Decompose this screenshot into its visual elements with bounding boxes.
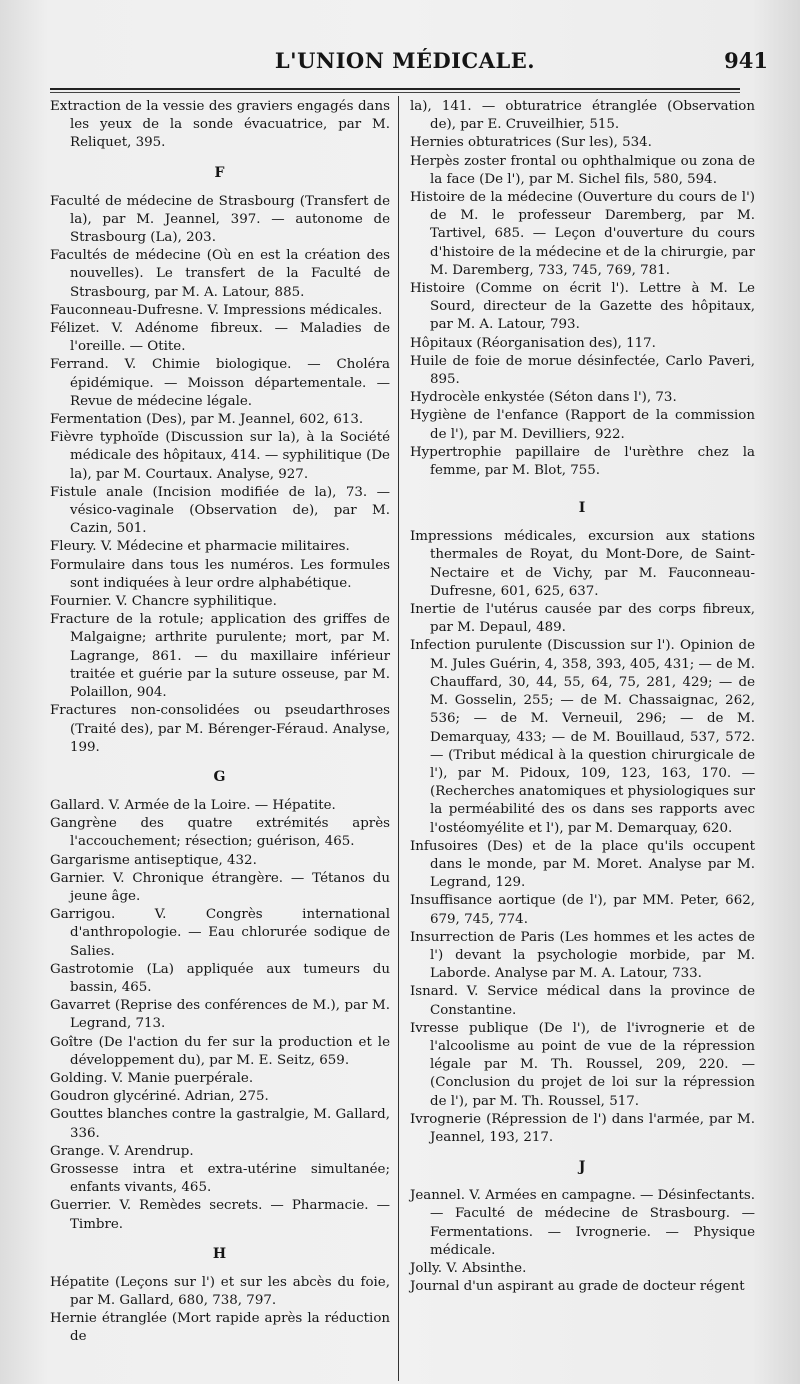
index-entry: Gouttes blanches contre la gastralgie, M. Gallard, 336. bbox=[50, 1107, 390, 1141]
index-entry: Facultés de médecine (Où en est la création des nouvelles). Le transfert de la Faculté de Strasbourg, par M. A. Latour, 885. bbox=[50, 248, 390, 300]
index-entry: Infusoires (Des) et de la place qu'ils occupent dans le monde, par M. Moret. Analyse par M. Legrand, 129. bbox=[410, 838, 755, 891]
index-entry: Goudron glycériné. Adrian, 275. bbox=[50, 1089, 269, 1105]
index-entry: Gavarret (Reprise des conférences de M.), par M. Legrand, 713. bbox=[50, 998, 390, 1032]
index-entry: Garnier. V. Chronique étrangère. — Tétanos du jeune âge. bbox=[50, 870, 390, 904]
header-rule bbox=[50, 88, 740, 90]
index-entry: Jolly. V. Absinthe. bbox=[410, 1260, 527, 1276]
index-entry: Hygiène de l'enfance (Rapport de la commission de l'), par M. Devilliers, 922. bbox=[410, 408, 755, 442]
section-letter: F bbox=[214, 164, 226, 181]
index-entry: Impressions médicales, excursion aux stations thermales de Royat, du Mont-Dore, de Saint-Nectaire et de Vichy, par M. Fauconneau-Dufresne, 601, 625, 637. bbox=[410, 529, 755, 599]
index-entry: Ferrand. V. Chimie biologique. — Choléra épidémique. — Moisson départementale. — Revue de médecine légale. bbox=[50, 357, 390, 409]
index-entry: Fleury. V. Médecine et pharmacie militaires. bbox=[50, 539, 350, 555]
index-entry: Gallard. V. Armée de la Loire. — Hépatite. bbox=[50, 797, 336, 813]
index-entry: Extraction de la vessie des graviers engagés dans les yeux de la sonde évacuatrice, par M. Reliquet, 395. bbox=[50, 99, 390, 151]
index-entry: Journal d'un aspirant au grade de docteur régent bbox=[410, 1279, 745, 1295]
index-entry: Grange. V. Arendrup. bbox=[50, 1143, 194, 1159]
index-entry: Ivrognerie (Répression de l') dans l'armée, par M. Jeannel, 193, 217. bbox=[410, 1111, 755, 1145]
index-entry: Goître (De l'action du fer sur la production et le développement du), par M. E. Seitz, 659. bbox=[50, 1034, 390, 1068]
index-entry: Herpès zoster frontal ou ophthalmique ou zona de la face (De l'), par M. Sichel fils, 580, 594. bbox=[410, 153, 755, 187]
index-entry: Jeannel. V. Armées en campagne. — Désinfectants. — Faculté de médecine de Strasbourg. — Fermentations. — Ivrognerie. — Physique médicale. bbox=[410, 1188, 755, 1258]
index-entry: Hépatite (Leçons sur l') et sur les abcès du foie, par M. Gallard, 680, 738, 797. bbox=[50, 1274, 390, 1308]
index-entry: Isnard. V. Service médical dans la province de Constantine. bbox=[410, 984, 755, 1018]
index-entry: Hypertrophie papillaire de l'urèthre chez la femme, par M. Blot, 755. bbox=[410, 444, 755, 479]
index-entry: Formulaire dans tous les numéros. Les formules sont indiquées à leur ordre alphabétique. bbox=[50, 557, 390, 591]
index-entry: Hôpitaux (Réorganisation des), 117. bbox=[410, 335, 656, 351]
index-entry: Grossesse intra et extra-utérine simultanée; enfants vivants, 465. bbox=[50, 1161, 390, 1196]
index-entry: Gargarisme antiseptique, 432. bbox=[50, 852, 257, 868]
section-spacer bbox=[410, 480, 755, 488]
index-entry: Fournier. V. Chancre syphilitique. bbox=[50, 594, 277, 610]
index-entry: Inertie de l'utérus causée par des corps fibreux, par M. Depaul, 489. bbox=[410, 602, 755, 636]
index-entry: Golding. V. Manie puerpérale. bbox=[50, 1070, 254, 1086]
page-header bbox=[40, 44, 770, 84]
index-entry: Fistule anale (Incision modifiée de la), 73. — vésico-vaginale (Observation de), par M. Cazin, 501. bbox=[50, 484, 390, 537]
index-entry: Fièvre typhoïde (Discussion sur la), à la Société médicale des hôpitaux, 414. — syphilitique (De la), par M. Courtaux. Analyse, 927. bbox=[50, 430, 390, 482]
index-entry: Félizet. V. Adénome fibreux. — Maladies de l'oreille. — Otite. bbox=[50, 321, 390, 355]
index-entry: Hernie étranglée (Mort rapide après la réduction de bbox=[50, 1311, 390, 1345]
index-entry: Fermentation (Des), par M. Jeannel, 602, 613. bbox=[50, 412, 364, 428]
index-entry: Garrigou. V. Congrès international d'anthropologie. — Eau chlorurée sodique de Salies. bbox=[50, 907, 390, 959]
index-entry: Guerrier. V. Remèdes secrets. — Pharmacie. — Timbre. bbox=[50, 1198, 390, 1232]
index-entry: Histoire (Comme on écrit l'). Lettre à M. Le Sourd, directeur de la Gazette des hôpitaux, par M. A. Latour, 793. bbox=[410, 281, 755, 333]
index-entry: Faculté de médecine de Strasbourg (Transfert de la), par M. Jeannel, 397. — autonome de Strasbourg (La), 203. bbox=[50, 193, 390, 246]
section-letter: I bbox=[578, 500, 587, 517]
left-column bbox=[50, 98, 390, 1347]
section-letter: J bbox=[578, 1159, 587, 1176]
index-entry: Infection purulente (Discussion sur l'). Opinion de M. Jules Guérin, 4, 358, 393, 405, 431; — de M. Chauffard, 30, 44, 55, 64, 75, 281, 429; — de M. Gosselin, 255; — de M. Chassaignac, 262, 536; — de M. Verneuil, 296; — de M. Demarquay, 433; — de M. Bouillaud, 537, 572. — (Tribut médical à la question chirurgicale de l'), par M. Pidoux, 109, 123, 163, 170. — (Recherches anatomiques et physiologiques sur la perméabilité des os dans ses rapports avec l'ostéomyélite et l'), par M. Demarquay, 620. bbox=[410, 638, 756, 836]
index-entry: Histoire de la médecine (Ouverture du cours de l') de M. le professeur Daremberg, par M. Tartivel, 685. — Leçon d'ouverture du cours d'histoire de la médecine et de la chirurgie, par M. Daremberg, 733, 745, 769, 781. bbox=[410, 190, 755, 278]
index-entry: Gastrotomie (La) appliquée aux tumeurs du bassin, 465. bbox=[50, 961, 390, 995]
index-entry: Insurrection de Paris (Les hommes et les actes de l') devant la psychologie morbide, par M. Laborde. Analyse par M. A. Latour, 733. bbox=[410, 929, 755, 982]
index-entry: Hydrocèle enkystée (Séton dans l'), 73. bbox=[410, 390, 677, 406]
header-rule-thin bbox=[50, 92, 740, 93]
index-entry: Fractures non-consolidées ou pseudarthroses (Traité des), par M. Bérenger-Féraud. Analyse, 199. bbox=[50, 703, 390, 755]
index-entry: Gangrène des quatre extrémités après l'accouchement; résection; guérison, 465. bbox=[50, 816, 390, 850]
column-divider bbox=[398, 96, 399, 1381]
index-entry: Insuffisance aortique (de l'), par MM. Peter, 662, 679, 745, 774. bbox=[410, 893, 755, 927]
page-number: 941 bbox=[724, 48, 768, 73]
index-entry: Huile de foie de morue désinfectée, Carlo Paveri, 895. bbox=[410, 353, 755, 388]
section-letter: G bbox=[213, 768, 227, 785]
index-entry: la), 141. — obturatrice étranglée (Observation de), par E. Cruveilhier, 515. bbox=[410, 99, 755, 133]
index-entry: Hernies obturatrices (Sur les), 534. bbox=[410, 135, 652, 151]
right-column bbox=[410, 98, 755, 1296]
index-entry: Ivresse publique (De l'), de l'ivrognerie et de l'alcoolisme au point de vue de la répression légale par M. Th. Roussel, 209, 220. — (Conclusion du projet de loi sur la répression de l'), par M. Th. Roussel, 517. bbox=[410, 1020, 755, 1109]
index-entry: Fracture de la rotule; application des griffes de Malgaigne; arthrite purulente; mort, par M. Lagrange, 861. — du maxillaire inférieur traitée et guérie par la suture osseuse, par M. Polaillon, 904. bbox=[50, 612, 390, 701]
index-entry: Fauconneau-Dufresne. V. Impressions médicales. bbox=[50, 302, 383, 318]
section-letter: H bbox=[212, 1245, 228, 1262]
running-title: L'UNION MÉDICALE. bbox=[274, 48, 536, 73]
